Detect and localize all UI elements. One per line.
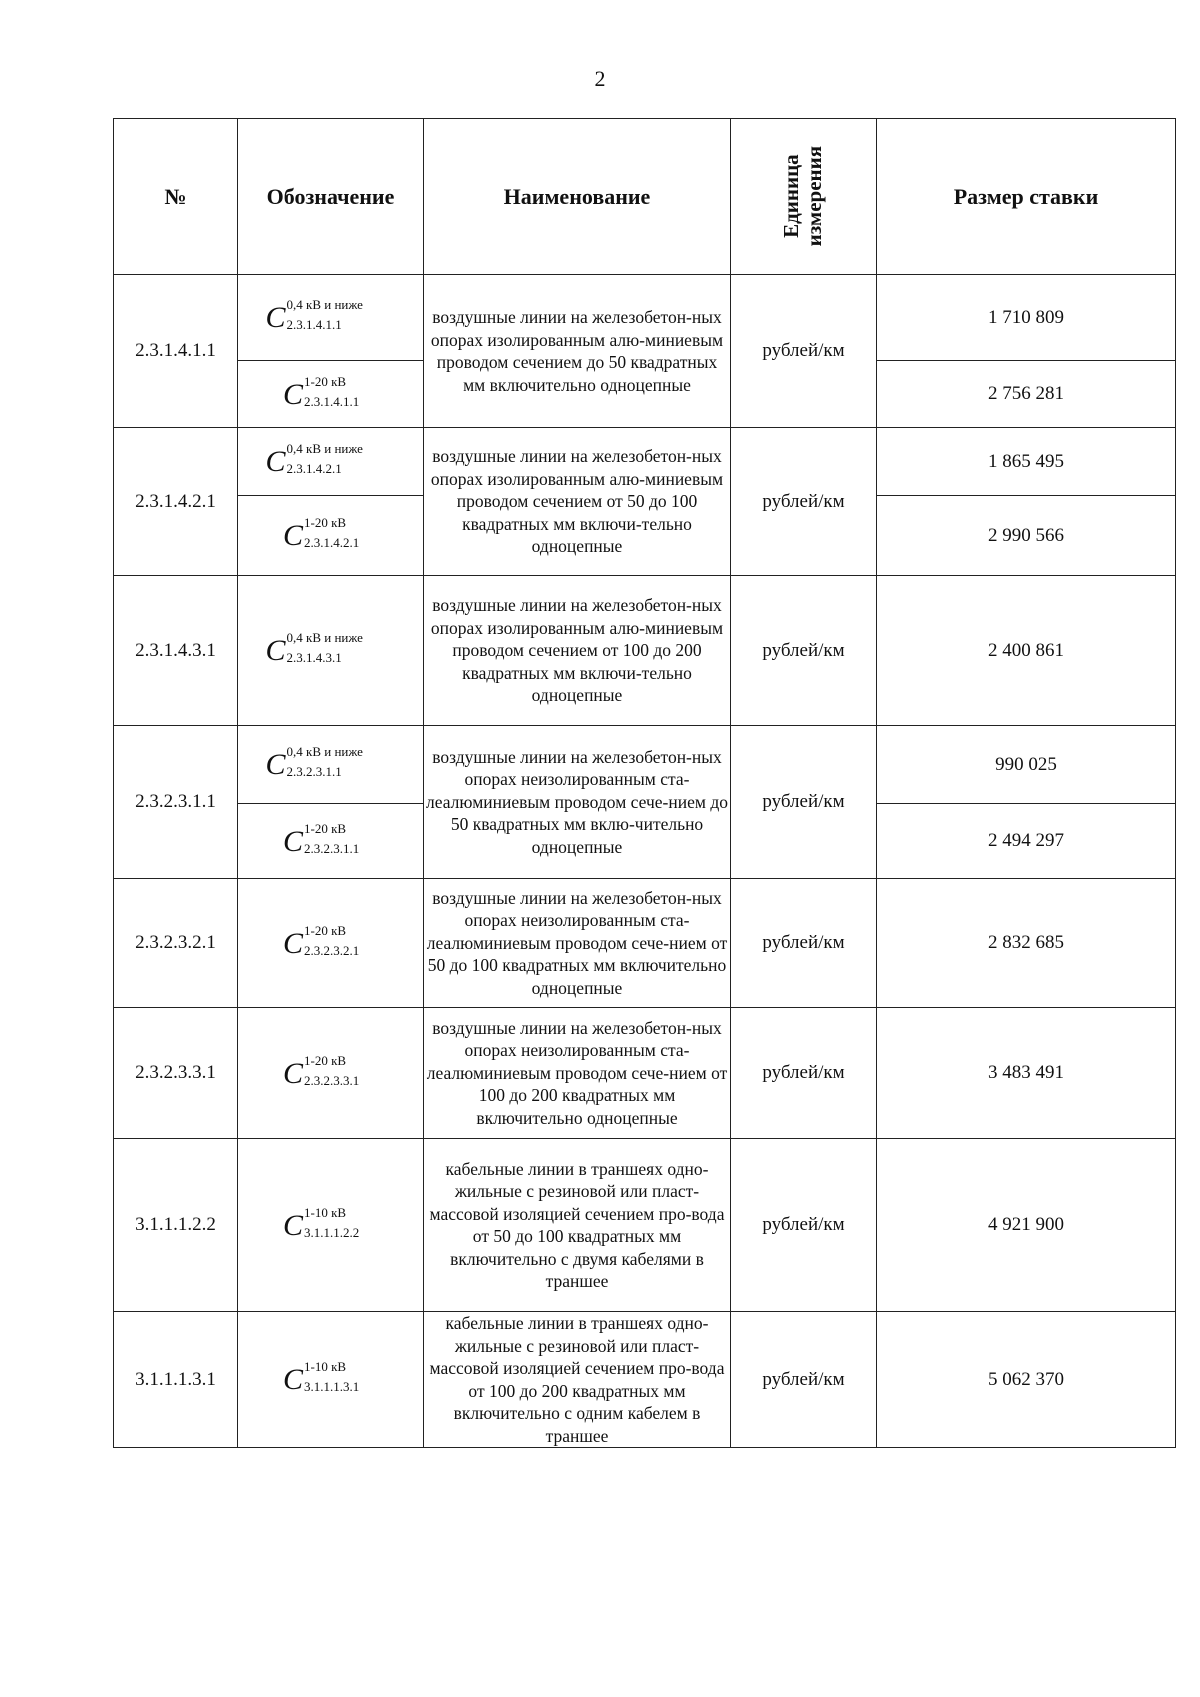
unit-cell: рублей/км bbox=[731, 1312, 877, 1448]
symbol-subscript: 2.3.1.4.2.1 bbox=[304, 535, 360, 550]
unit-cell: рублей/км bbox=[731, 1139, 877, 1312]
designation-cell bbox=[238, 804, 424, 879]
header-unit-label: Единица измерения bbox=[779, 145, 827, 247]
table-row bbox=[114, 275, 1176, 361]
table-row bbox=[114, 428, 1176, 496]
symbol-superscript: 0,4 кВ и ниже bbox=[286, 441, 363, 456]
row-number: 2.3.1.4.2.1 bbox=[114, 428, 238, 576]
symbol-superscript: 0,4 кВ и ниже bbox=[286, 744, 363, 759]
header-rate: Размер ставки bbox=[877, 119, 1176, 275]
rate-symbol bbox=[283, 819, 378, 859]
symbol-letter: C bbox=[283, 1056, 304, 1090]
rate-value: 2 832 685 bbox=[877, 879, 1176, 1008]
symbol-subscript: 2.3.2.3.1.1 bbox=[286, 764, 342, 779]
symbol-subscript: 2.3.2.3.1.1 bbox=[304, 840, 360, 856]
rate-symbol bbox=[283, 513, 378, 553]
rate-symbol bbox=[266, 295, 396, 335]
designation-cell bbox=[238, 496, 424, 576]
symbol-subscript: 2.3.2.3.3.1 bbox=[304, 1072, 360, 1088]
symbol-superscript: 1-10 кВ bbox=[304, 1204, 347, 1220]
unit-cell: рублей/км bbox=[731, 1008, 877, 1139]
symbol-superscript: 1-20 кВ bbox=[304, 1052, 347, 1068]
rate-symbol bbox=[283, 921, 378, 961]
table-row bbox=[114, 1312, 1176, 1448]
header-unit bbox=[731, 119, 877, 275]
symbol-letter: C bbox=[265, 634, 286, 667]
rate-value: 1 865 495 bbox=[877, 428, 1176, 496]
header-row bbox=[114, 119, 1176, 275]
rate-symbol bbox=[266, 742, 396, 782]
table-body bbox=[114, 275, 1176, 1448]
symbol-superscript: 1-10 кВ bbox=[304, 1359, 347, 1374]
symbol-subscript: 2.3.1.4.1.1 bbox=[304, 393, 360, 409]
rate-value: 2 400 861 bbox=[877, 576, 1176, 726]
symbol-subscript: 3.1.1.1.3.1 bbox=[304, 1379, 360, 1394]
header-designation: Обозначение bbox=[238, 119, 424, 275]
symbol-superscript: 0,4 кВ и ниже bbox=[286, 297, 363, 312]
table-row bbox=[114, 879, 1176, 1008]
row-number: 2.3.1.4.3.1 bbox=[114, 576, 238, 726]
rate-symbol bbox=[266, 628, 396, 668]
designation-cell bbox=[238, 726, 424, 804]
rate-value: 1 710 809 bbox=[877, 275, 1176, 361]
row-number: 2.3.2.3.1.1 bbox=[114, 726, 238, 879]
item-name: воздушные линии на железобетон-ных опорах неизолированным ста-леалюминиевым проводом сече-нием до 50 квадратных мм вклю-чительно одноцепные bbox=[424, 726, 731, 879]
symbol-letter: C bbox=[283, 1208, 304, 1242]
rate-value: 4 921 900 bbox=[877, 1139, 1176, 1312]
header-name: Наименование bbox=[424, 119, 731, 275]
unit-cell: рублей/км bbox=[731, 879, 877, 1008]
designation-cell bbox=[238, 1008, 424, 1139]
symbol-subscript: 3.1.1.1.2.2 bbox=[304, 1224, 360, 1240]
designation-cell bbox=[238, 1139, 424, 1312]
rate-value: 5 062 370 bbox=[877, 1312, 1176, 1448]
designation-cell bbox=[238, 576, 424, 726]
symbol-superscript: 1-20 кВ bbox=[304, 515, 347, 530]
designation-cell bbox=[238, 879, 424, 1008]
item-name: воздушные линии на железобетон-ных опорах неизолированным ста-леалюминиевым проводом сече-нием от 100 до 200 квадратных мм включительно одноцепные bbox=[424, 1008, 731, 1139]
row-number: 2.3.2.3.2.1 bbox=[114, 879, 238, 1008]
symbol-superscript: 1-20 кВ bbox=[304, 820, 347, 836]
rate-value: 2 494 297 bbox=[877, 804, 1176, 879]
rate-symbol bbox=[283, 1051, 378, 1091]
unit-cell: рублей/км bbox=[731, 275, 877, 428]
row-number: 2.3.2.3.3.1 bbox=[114, 1008, 238, 1139]
symbol-letter: C bbox=[265, 301, 286, 334]
symbol-letter: C bbox=[283, 926, 304, 960]
table-row bbox=[114, 576, 1176, 726]
rate-symbol bbox=[283, 372, 378, 412]
item-name: воздушные линии на железобетон-ных опорах изолированным алю-миниевым проводом сечением от 50 до 100 квадратных мм включи-тельно одноцепные bbox=[424, 428, 731, 576]
rate-symbol bbox=[283, 1203, 378, 1243]
rate-value: 2 756 281 bbox=[877, 361, 1176, 428]
table-row bbox=[114, 726, 1176, 804]
row-number: 3.1.1.1.2.2 bbox=[114, 1139, 238, 1312]
symbol-superscript: 0,4 кВ и ниже bbox=[286, 630, 363, 645]
symbol-superscript: 1-20 кВ bbox=[304, 373, 347, 389]
rate-value: 990 025 bbox=[877, 726, 1176, 804]
symbol-subscript: 2.3.2.3.2.1 bbox=[304, 942, 360, 958]
rate-symbol bbox=[266, 439, 396, 479]
symbol-subscript: 2.3.1.4.3.1 bbox=[286, 650, 342, 665]
symbol-letter: C bbox=[283, 824, 304, 858]
item-name: воздушные линии на железобетон-ных опорах изолированным алю-миниевым проводом сечением до 50 квадратных мм включительно одноцепные bbox=[424, 275, 731, 428]
header-num: № bbox=[114, 119, 238, 275]
symbol-letter: C bbox=[283, 519, 304, 552]
symbol-superscript: 1-20 кВ bbox=[304, 922, 347, 938]
item-name: кабельные линии в траншеях одно-жильные с резиновой или пласт-массовой изоляцией сечением про-вода от 100 до 200 квадратных мм включительно с одним кабелем в траншее bbox=[424, 1312, 731, 1448]
unit-cell: рублей/км bbox=[731, 576, 877, 726]
designation-cell bbox=[238, 361, 424, 428]
symbol-subscript: 2.3.1.4.2.1 bbox=[286, 461, 342, 476]
symbol-letter: C bbox=[283, 377, 304, 411]
symbol-letter: C bbox=[283, 1363, 304, 1396]
rate-value: 2 990 566 bbox=[877, 496, 1176, 576]
rate-symbol bbox=[283, 1357, 378, 1397]
row-number: 3.1.1.1.3.1 bbox=[114, 1312, 238, 1448]
symbol-subscript: 2.3.1.4.1.1 bbox=[286, 317, 342, 332]
item-name: кабельные линии в траншеях одно-жильные с резиновой или пласт-массовой изоляцией сечением про-вода от 50 до 100 квадратных мм включительно с двумя кабелями в траншее bbox=[424, 1139, 731, 1312]
symbol-letter: C bbox=[265, 445, 286, 478]
table-row bbox=[114, 1139, 1176, 1312]
page-number: 2 bbox=[594, 66, 606, 91]
item-name: воздушные линии на железобетон-ных опорах неизолированным ста-леалюминиевым проводом сече-нием от 50 до 100 квадратных мм включительно одноцепные bbox=[424, 879, 731, 1008]
row-number: 2.3.1.4.1.1 bbox=[114, 275, 238, 428]
designation-cell bbox=[238, 275, 424, 361]
designation-cell bbox=[238, 428, 424, 496]
unit-cell: рублей/км bbox=[731, 428, 877, 576]
rate-value: 3 483 491 bbox=[877, 1008, 1176, 1139]
table-row bbox=[114, 1008, 1176, 1139]
symbol-letter: C bbox=[265, 748, 286, 781]
unit-cell: рублей/км bbox=[731, 726, 877, 879]
item-name: воздушные линии на железобетон-ных опорах изолированным алю-миниевым проводом сечением от 100 до 200 квадратных мм включи-тельно одноцепные bbox=[424, 576, 731, 726]
rates-table bbox=[113, 118, 1176, 1448]
designation-cell bbox=[238, 1312, 424, 1448]
